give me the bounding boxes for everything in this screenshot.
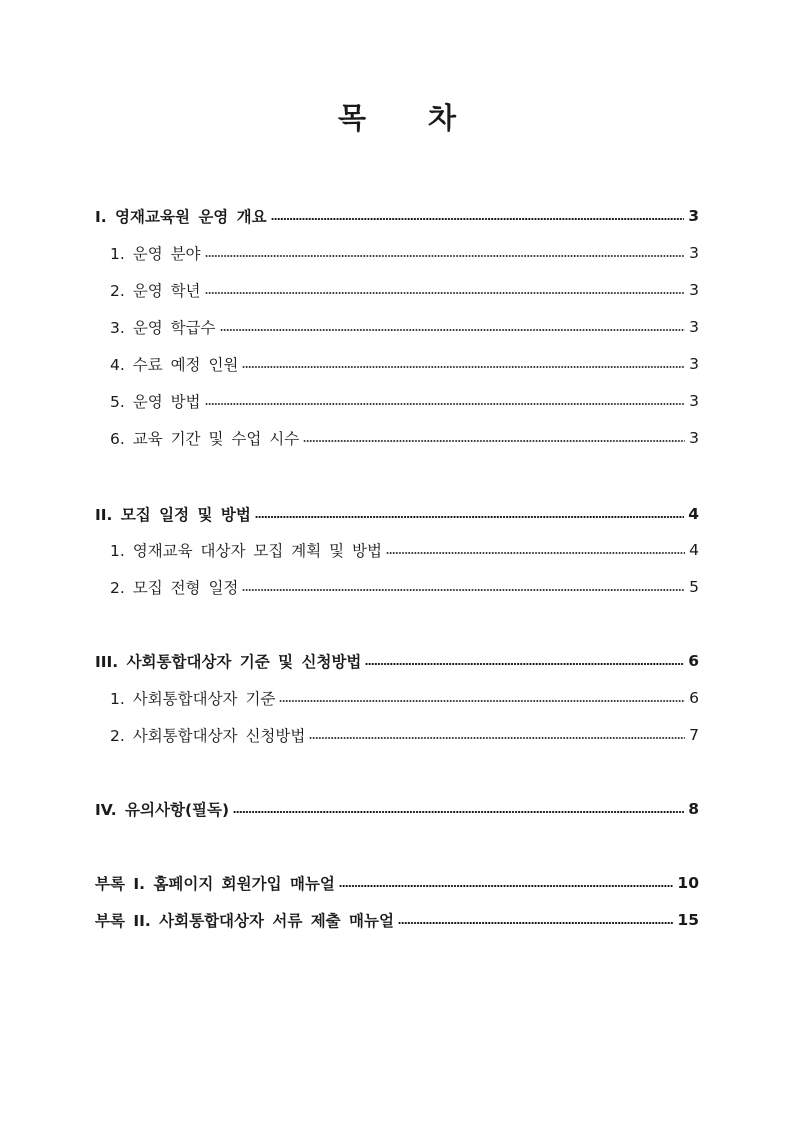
title-char-1: 목 bbox=[337, 101, 366, 135]
toc-entry-label: IV. 유의사항(필독) bbox=[95, 801, 230, 819]
toc-entry-label: 3. 운영 학급수 bbox=[110, 319, 216, 337]
toc-page-number: 4 bbox=[688, 505, 699, 523]
toc-subsection-entry[interactable] bbox=[110, 575, 699, 599]
dot-leader bbox=[365, 663, 684, 665]
toc-entry-label: I. 영재교육원 운영 개요 bbox=[95, 208, 267, 226]
toc-subsection-entry[interactable] bbox=[110, 723, 699, 747]
toc-entry-label: 4. 수료 예정 인원 bbox=[110, 356, 239, 374]
toc-page-number: 6 bbox=[689, 689, 699, 707]
toc-subsection-entry[interactable] bbox=[110, 538, 699, 562]
toc-subsection-entry[interactable] bbox=[110, 278, 699, 302]
dot-leader bbox=[279, 700, 685, 702]
toc-entry-label: II. 모집 일정 및 방법 bbox=[95, 506, 251, 524]
toc-page-number: 7 bbox=[689, 726, 699, 744]
dot-leader bbox=[205, 403, 686, 405]
toc-subsection-entry[interactable] bbox=[110, 389, 699, 413]
toc-page-number: 3 bbox=[689, 392, 699, 410]
dot-leader bbox=[205, 255, 686, 257]
toc-entry-label: 6. 교육 기간 및 수업 시수 bbox=[110, 430, 300, 448]
toc-page-number: 3 bbox=[689, 281, 699, 299]
toc-entry-label: III. 사회통합대상자 기준 및 신청방법 bbox=[95, 653, 362, 671]
toc-page-number: 3 bbox=[689, 244, 699, 262]
toc-subsection-entry[interactable] bbox=[110, 241, 699, 265]
toc-entry-label: 부록 I. 홈페이지 회원가입 매뉴얼 bbox=[95, 875, 335, 893]
dot-leader bbox=[233, 811, 684, 813]
toc-entry-label: 5. 운영 방법 bbox=[110, 393, 201, 411]
toc-entry-label: 부록 II. 사회통합대상자 서류 제출 매뉴얼 bbox=[95, 912, 394, 930]
toc-page-number: 8 bbox=[688, 800, 699, 818]
toc-page-number: 6 bbox=[688, 652, 699, 670]
dot-leader bbox=[271, 218, 685, 220]
toc-entry-label: 1. 사회통합대상자 기준 bbox=[110, 690, 276, 708]
title-char-2: 차 bbox=[428, 101, 457, 135]
dot-leader bbox=[386, 552, 685, 554]
dot-leader bbox=[205, 292, 686, 294]
toc-entry-label: 1. 영재교육 대상자 모집 계획 및 방법 bbox=[110, 542, 382, 560]
dot-leader bbox=[309, 737, 685, 739]
toc-entry-label: 2. 운영 학년 bbox=[110, 282, 201, 300]
toc-section-entry[interactable] bbox=[95, 649, 699, 673]
toc-subsection-entry[interactable] bbox=[110, 426, 699, 450]
toc-subsection-entry[interactable] bbox=[110, 686, 699, 710]
toc-subsection-entry[interactable] bbox=[110, 315, 699, 339]
toc-page-number: 3 bbox=[689, 355, 699, 373]
toc-section-entry[interactable] bbox=[95, 797, 699, 821]
page-title bbox=[0, 96, 794, 144]
dot-leader bbox=[339, 885, 674, 887]
dot-leader bbox=[303, 440, 685, 442]
dot-leader bbox=[398, 922, 673, 924]
toc-page-number: 15 bbox=[677, 911, 699, 929]
toc-entry-label: 1. 운영 분야 bbox=[110, 245, 201, 263]
dot-leader bbox=[242, 366, 685, 368]
toc-page-number: 3 bbox=[689, 429, 699, 447]
toc-page-number: 4 bbox=[689, 541, 699, 559]
toc-page-number: 10 bbox=[677, 874, 699, 892]
dot-leader bbox=[242, 589, 685, 591]
toc-section-entry[interactable] bbox=[95, 908, 699, 932]
toc-page-number: 5 bbox=[689, 578, 699, 596]
toc-entry-label: 2. 사회통합대상자 신청방법 bbox=[110, 727, 306, 745]
toc-entry-label: 2. 모집 전형 일정 bbox=[110, 579, 239, 597]
dot-leader bbox=[220, 329, 686, 331]
toc-page-number: 3 bbox=[689, 318, 699, 336]
toc-section-entry[interactable] bbox=[95, 871, 699, 895]
toc-section-entry[interactable] bbox=[95, 204, 699, 228]
toc-section-entry[interactable] bbox=[95, 502, 699, 526]
toc-page-number: 3 bbox=[688, 207, 699, 225]
toc-subsection-entry[interactable] bbox=[110, 352, 699, 376]
dot-leader bbox=[255, 516, 684, 518]
